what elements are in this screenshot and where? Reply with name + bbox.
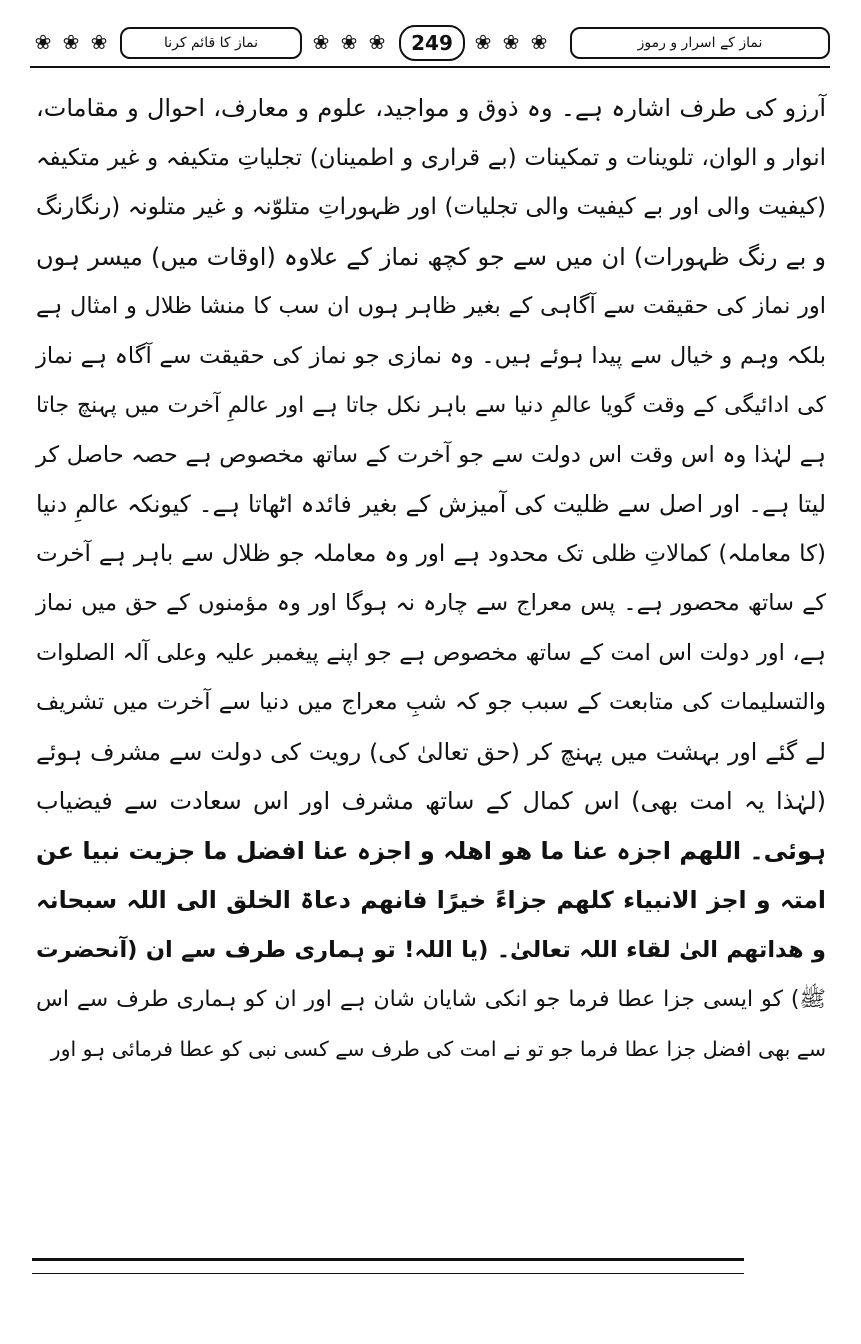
body-text <box>36 84 826 1074</box>
text-line: (لہٰذا یہ امت بھی) اس کمال کے ساتھ مشرف اور اس سعادت سے فیضیاب <box>36 787 826 815</box>
text-line: اور نماز کی حقیقت سے آگاہی کے بغیر ظاہر ہوں ان سب کا منشا ظلال و امثال ہے <box>36 293 826 319</box>
flower-ornament-icon: ❀ <box>62 30 80 54</box>
text-line: و بے رنگ ظہورات) ان میں سے جو کچھ نماز کے علاوہ (اوقات میں) میسر ہوں <box>36 242 826 271</box>
header-rule <box>30 66 830 68</box>
text-line: ہے لہٰذا وہ اس وقت اس دولت سے جو آخرت کے ساتھ مخصوص ہے حصہ حاصل کر <box>36 441 826 468</box>
flower-ornament-icon: ❀ <box>340 30 358 54</box>
text-line: سے بھی افضل جزا عطا فرما جو تو نے امت کی طرف سے کسی نبی کو عطا فرمائی ہو اور <box>50 1036 826 1061</box>
text-line: ہے، اور دولت اس امت کے ساتھ مخصوص ہے جو اپنے پیغمبر علیہ وعلی آلہ الصلوات <box>36 639 826 666</box>
text-line: (کا معاملہ) کمالاتِ ظلی تک محدود ہے اور وہ معاملہ جو ظلال سے باہر ہے آخرت <box>36 540 826 567</box>
page-header <box>30 22 830 72</box>
arabic-text-line: و ھداتھم الیٰ لقاء اللہ تعالیٰ۔ (یا اللہ! تو ہماری طرف سے ان (آنحضرت <box>36 936 826 963</box>
book-title: نماز کے اسرار و رموز <box>570 27 830 59</box>
footer-rule-thick <box>32 1258 744 1261</box>
flower-ornament-icon: ❀ <box>90 30 108 54</box>
flower-ornament-icon: ❀ <box>530 30 548 54</box>
flower-ornament-icon: ❀ <box>502 30 520 54</box>
text-line: والتسلیمات کی متابعت کے سبب جو کہ شبِ معراج میں دنیا سے آخرت میں تشریف <box>36 689 826 715</box>
text-line: لے گئے اور بہشت میں پہنچ کر (حق تعالیٰ کی) رویت کی دولت سے مشرف ہوئے <box>36 737 826 766</box>
text-line: بلکہ وہم و خیال سے پیدا ہوئے ہیں۔ وہ نمازی جو نماز کی حقیقت سے آگاہ ہے نماز <box>36 342 826 369</box>
text-line: آرزو کی طرف اشارہ ہے۔ وہ ذوق و مواجید، علوم و معارف، احوال و مقامات، <box>36 94 826 122</box>
text-line: کے ساتھ محصور ہے۔ پس معراج سے چارہ نہ ہوگا اور وہ مؤمنوں کے حق میں نماز <box>36 590 826 616</box>
flower-ornament-icon: ❀ <box>34 30 52 54</box>
footer-rule-thin <box>32 1273 744 1274</box>
flower-ornament-icon: ❀ <box>312 30 330 54</box>
flower-ornament-icon: ❀ <box>474 30 492 54</box>
arabic-text-line: امتہ و اجز الانبیاء کلھم جزاءً خیرًا فانھم دعاۃ الخلق الی اللہ سبحانہ <box>36 886 826 914</box>
text-line: ﷺ) کو ایسی جزا عطا فرما جو انکی شایان شان ہے اور ان کو ہماری طرف سے اس <box>36 987 826 1012</box>
text-line: لیتا ہے۔ اور اصل سے ظلیت کی آمیزش کے بغیر فائدہ اٹھاتا ہے۔ کیونکہ عالمِ دنیا <box>36 490 826 518</box>
flower-ornament-icon: ❀ <box>368 30 386 54</box>
text-line: (کیفیت والی اور بے کیفیت والی تجلیات) اور ظہوراتِ متلوّنہ و غیر متلونہ (رنگارنگ <box>36 194 826 220</box>
page-number: 249 <box>399 25 465 61</box>
text-line: کی ادائیگی کے وقت گویا عالمِ دنیا سے باہر نکل جاتا ہے اور عالمِ آخرت میں پہنچ جاتا <box>36 393 826 418</box>
arabic-text-line: ہوئی۔ اللھم اجزہ عنا ما ھو اھلہ و اجزہ عنا افضل ما جزیت نبیا عن <box>36 836 826 865</box>
chapter-title: نماز کا قائم کرنا <box>120 27 302 59</box>
text-line: انوار و الوان، تلوینات و تمکینات (بے قراری و اطمینان) تجلیاتِ متکیفہ و غیر متکیفہ <box>36 144 826 171</box>
